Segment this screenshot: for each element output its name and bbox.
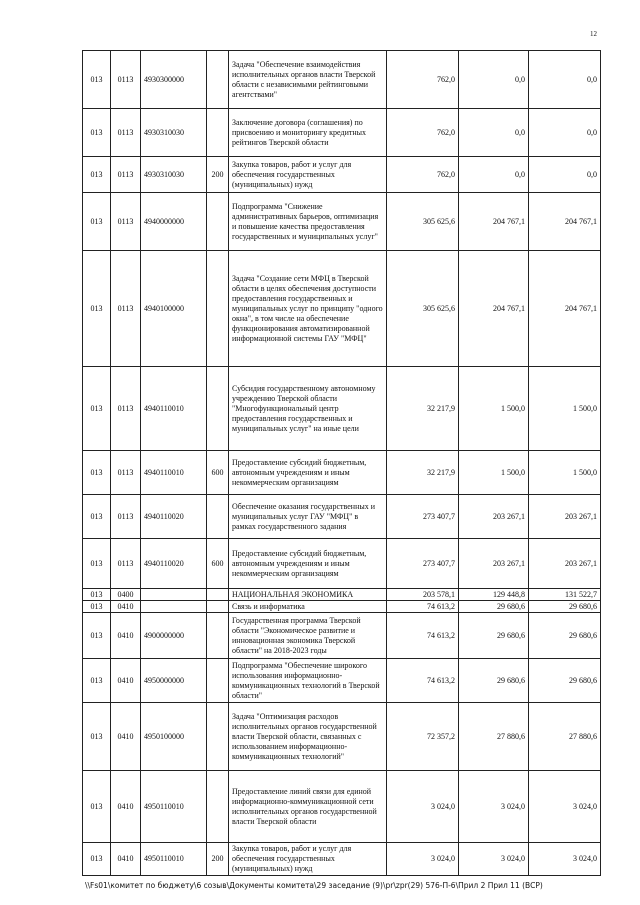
cell-amount-2: 29 680,6 bbox=[459, 659, 529, 703]
cell-prz: 0113 bbox=[111, 539, 141, 589]
cell-amount-2: 0,0 bbox=[459, 109, 529, 157]
cell-amount-3: 0,0 bbox=[529, 51, 601, 109]
cell-vr bbox=[207, 703, 229, 771]
cell-csr: 4940110010 bbox=[141, 367, 207, 451]
cell-amount-1: 305 625,6 bbox=[387, 251, 459, 367]
cell-vr bbox=[207, 613, 229, 659]
table-row bbox=[83, 613, 601, 659]
cell-amount-3: 27 880,6 bbox=[529, 703, 601, 771]
cell-amount-2: 3 024,0 bbox=[459, 771, 529, 843]
budget-table bbox=[82, 50, 601, 876]
cell-prz: 0113 bbox=[111, 109, 141, 157]
cell-name: НАЦИОНАЛЬНАЯ ЭКОНОМИКА bbox=[229, 589, 387, 601]
cell-amount-3: 131 522,7 bbox=[529, 589, 601, 601]
cell-rz: 013 bbox=[83, 613, 111, 659]
cell-amount-3: 29 680,6 bbox=[529, 613, 601, 659]
cell-amount-2: 0,0 bbox=[459, 157, 529, 193]
table-row bbox=[83, 51, 601, 109]
cell-vr bbox=[207, 601, 229, 613]
cell-csr: 4930310030 bbox=[141, 109, 207, 157]
cell-rz: 013 bbox=[83, 659, 111, 703]
cell-amount-3: 29 680,6 bbox=[529, 659, 601, 703]
cell-amount-1: 32 217,9 bbox=[387, 451, 459, 495]
cell-vr: 200 bbox=[207, 843, 229, 876]
cell-amount-3: 203 267,1 bbox=[529, 495, 601, 539]
cell-vr bbox=[207, 367, 229, 451]
table-row bbox=[83, 589, 601, 601]
cell-amount-1: 762,0 bbox=[387, 109, 459, 157]
cell-amount-2: 0,0 bbox=[459, 51, 529, 109]
cell-amount-2: 204 767,1 bbox=[459, 251, 529, 367]
cell-amount-2: 29 680,6 bbox=[459, 613, 529, 659]
cell-csr: 4940100000 bbox=[141, 251, 207, 367]
cell-rz: 013 bbox=[83, 51, 111, 109]
table-row bbox=[83, 367, 601, 451]
cell-amount-1: 3 024,0 bbox=[387, 843, 459, 876]
cell-name: Подпрограмма "Снижение административных барьеров, оптимизация и повышение качества предоставления государственных и муниципальных услуг" bbox=[229, 193, 387, 251]
cell-rz: 013 bbox=[83, 771, 111, 843]
cell-amount-2: 3 024,0 bbox=[459, 843, 529, 876]
cell-amount-3: 1 500,0 bbox=[529, 451, 601, 495]
cell-amount-1: 32 217,9 bbox=[387, 367, 459, 451]
cell-amount-1: 305 625,6 bbox=[387, 193, 459, 251]
cell-vr: 600 bbox=[207, 451, 229, 495]
cell-csr: 4940110010 bbox=[141, 451, 207, 495]
cell-amount-3: 0,0 bbox=[529, 157, 601, 193]
cell-amount-2: 129 448,8 bbox=[459, 589, 529, 601]
cell-prz: 0410 bbox=[111, 659, 141, 703]
cell-amount-3: 3 024,0 bbox=[529, 843, 601, 876]
cell-amount-3: 1 500,0 bbox=[529, 367, 601, 451]
cell-prz: 0113 bbox=[111, 495, 141, 539]
table-row bbox=[83, 659, 601, 703]
cell-amount-2: 27 880,6 bbox=[459, 703, 529, 771]
cell-name: Субсидия государственному автономному учреждению Тверской области "Многофункциональный центр предоставления государственных и муниципальных услуг" на иные цели bbox=[229, 367, 387, 451]
cell-amount-3: 3 024,0 bbox=[529, 771, 601, 843]
cell-rz: 013 bbox=[83, 589, 111, 601]
cell-name: Государственная программа Тверской области "Экономическое развитие и инновационная экономика Тверской области" на 2018-2023 годы bbox=[229, 613, 387, 659]
cell-csr: 4940000000 bbox=[141, 193, 207, 251]
cell-name: Закупка товаров, работ и услуг для обеспечения государственных (муниципальных) нужд bbox=[229, 157, 387, 193]
cell-prz: 0400 bbox=[111, 589, 141, 601]
cell-prz: 0113 bbox=[111, 367, 141, 451]
cell-amount-3: 203 267,1 bbox=[529, 539, 601, 589]
cell-vr: 600 bbox=[207, 539, 229, 589]
cell-name: Предоставление субсидий бюджетным, автономным учреждениям и иным некоммерческим организациям bbox=[229, 451, 387, 495]
cell-csr: 4900000000 bbox=[141, 613, 207, 659]
cell-prz: 0410 bbox=[111, 843, 141, 876]
cell-csr: 4950110010 bbox=[141, 771, 207, 843]
cell-amount-3: 0,0 bbox=[529, 109, 601, 157]
cell-rz: 013 bbox=[83, 451, 111, 495]
cell-rz: 013 bbox=[83, 367, 111, 451]
footer-file-path: \\Fs01\комитет по бюджету\6 созыв\Документы комитета\29 заседание (9)\pr\zpr(29) 576-П-6\Прил 2 Прил 11 (ВСР) bbox=[85, 881, 543, 890]
table-row bbox=[83, 843, 601, 876]
table-row bbox=[83, 193, 601, 251]
cell-vr bbox=[207, 109, 229, 157]
cell-csr: 4940110020 bbox=[141, 539, 207, 589]
table-row bbox=[83, 109, 601, 157]
cell-name: Предоставление субсидий бюджетным, автономным учреждениям и иным некоммерческим организациям bbox=[229, 539, 387, 589]
cell-amount-2: 1 500,0 bbox=[459, 451, 529, 495]
cell-rz: 013 bbox=[83, 703, 111, 771]
cell-csr bbox=[141, 589, 207, 601]
cell-amount-1: 762,0 bbox=[387, 157, 459, 193]
cell-amount-2: 29 680,6 bbox=[459, 601, 529, 613]
cell-vr: 200 bbox=[207, 157, 229, 193]
cell-rz: 013 bbox=[83, 109, 111, 157]
cell-amount-1: 74 613,2 bbox=[387, 659, 459, 703]
cell-name: Обеспечение оказания государственных и муниципальных услуг ГАУ "МФЦ" в рамках государственного задания bbox=[229, 495, 387, 539]
table-row bbox=[83, 157, 601, 193]
cell-rz: 013 bbox=[83, 157, 111, 193]
cell-amount-2: 1 500,0 bbox=[459, 367, 529, 451]
cell-amount-1: 72 357,2 bbox=[387, 703, 459, 771]
cell-csr: 4930300000 bbox=[141, 51, 207, 109]
cell-prz: 0410 bbox=[111, 703, 141, 771]
cell-csr: 4930310030 bbox=[141, 157, 207, 193]
cell-name: Подпрограмма "Обеспечение широкого использования информационно-коммуникационных технологий в Тверской области" bbox=[229, 659, 387, 703]
cell-rz: 013 bbox=[83, 601, 111, 613]
cell-name: Задача "Создание сети МФЦ в Тверской области в целях обеспечения доступности предоставления государственных и муниципальных услуг по принципу "одного окна", в том числе на обеспечение функционирования автоматизированной информационной системы ГАУ "МФЦ" bbox=[229, 251, 387, 367]
cell-name: Заключение договора (соглашения) по присвоению и мониторингу кредитных рейтингов Тверской области bbox=[229, 109, 387, 157]
cell-name: Закупка товаров, работ и услуг для обеспечения государственных (муниципальных) нужд bbox=[229, 843, 387, 876]
table-row bbox=[83, 703, 601, 771]
cell-name: Задача "Оптимизация расходов исполнительных органов государственной власти Тверской области, связанных с использованием информационно-коммуникационных технологий" bbox=[229, 703, 387, 771]
cell-csr: 4950100000 bbox=[141, 703, 207, 771]
cell-name: Связь и информатика bbox=[229, 601, 387, 613]
cell-amount-2: 203 267,1 bbox=[459, 495, 529, 539]
cell-amount-1: 762,0 bbox=[387, 51, 459, 109]
table-row bbox=[83, 451, 601, 495]
cell-csr: 4940110020 bbox=[141, 495, 207, 539]
cell-amount-1: 273 407,7 bbox=[387, 539, 459, 589]
cell-amount-3: 29 680,6 bbox=[529, 601, 601, 613]
cell-amount-3: 204 767,1 bbox=[529, 251, 601, 367]
page-number: 12 bbox=[590, 30, 597, 38]
cell-prz: 0410 bbox=[111, 613, 141, 659]
table-row bbox=[83, 251, 601, 367]
cell-prz: 0410 bbox=[111, 771, 141, 843]
cell-amount-1: 203 578,1 bbox=[387, 589, 459, 601]
cell-prz: 0113 bbox=[111, 451, 141, 495]
cell-amount-2: 203 267,1 bbox=[459, 539, 529, 589]
cell-vr bbox=[207, 193, 229, 251]
cell-rz: 013 bbox=[83, 251, 111, 367]
table-row bbox=[83, 539, 601, 589]
cell-csr: 4950110010 bbox=[141, 843, 207, 876]
cell-rz: 013 bbox=[83, 843, 111, 876]
cell-vr bbox=[207, 659, 229, 703]
cell-amount-1: 273 407,7 bbox=[387, 495, 459, 539]
cell-amount-3: 204 767,1 bbox=[529, 193, 601, 251]
cell-rz: 013 bbox=[83, 495, 111, 539]
cell-prz: 0113 bbox=[111, 251, 141, 367]
cell-amount-1: 74 613,2 bbox=[387, 601, 459, 613]
cell-name: Задача "Обеспечение взаимодействия исполнительных органов власти Тверской области с независимыми рейтинговыми агентствами" bbox=[229, 51, 387, 109]
cell-rz: 013 bbox=[83, 539, 111, 589]
table-row bbox=[83, 601, 601, 613]
cell-name: Предоставление линий связи для единой информационно-коммуникационной сети исполнительных органов государственной власти Тверской области bbox=[229, 771, 387, 843]
cell-prz: 0113 bbox=[111, 157, 141, 193]
cell-amount-1: 3 024,0 bbox=[387, 771, 459, 843]
cell-amount-2: 204 767,1 bbox=[459, 193, 529, 251]
cell-amount-1: 74 613,2 bbox=[387, 613, 459, 659]
cell-vr bbox=[207, 771, 229, 843]
table-row bbox=[83, 771, 601, 843]
cell-prz: 0113 bbox=[111, 51, 141, 109]
cell-prz: 0410 bbox=[111, 601, 141, 613]
cell-rz: 013 bbox=[83, 193, 111, 251]
cell-prz: 0113 bbox=[111, 193, 141, 251]
cell-vr bbox=[207, 495, 229, 539]
cell-vr bbox=[207, 51, 229, 109]
cell-csr: 4950000000 bbox=[141, 659, 207, 703]
cell-vr bbox=[207, 589, 229, 601]
cell-csr bbox=[141, 601, 207, 613]
table-row bbox=[83, 495, 601, 539]
cell-vr bbox=[207, 251, 229, 367]
